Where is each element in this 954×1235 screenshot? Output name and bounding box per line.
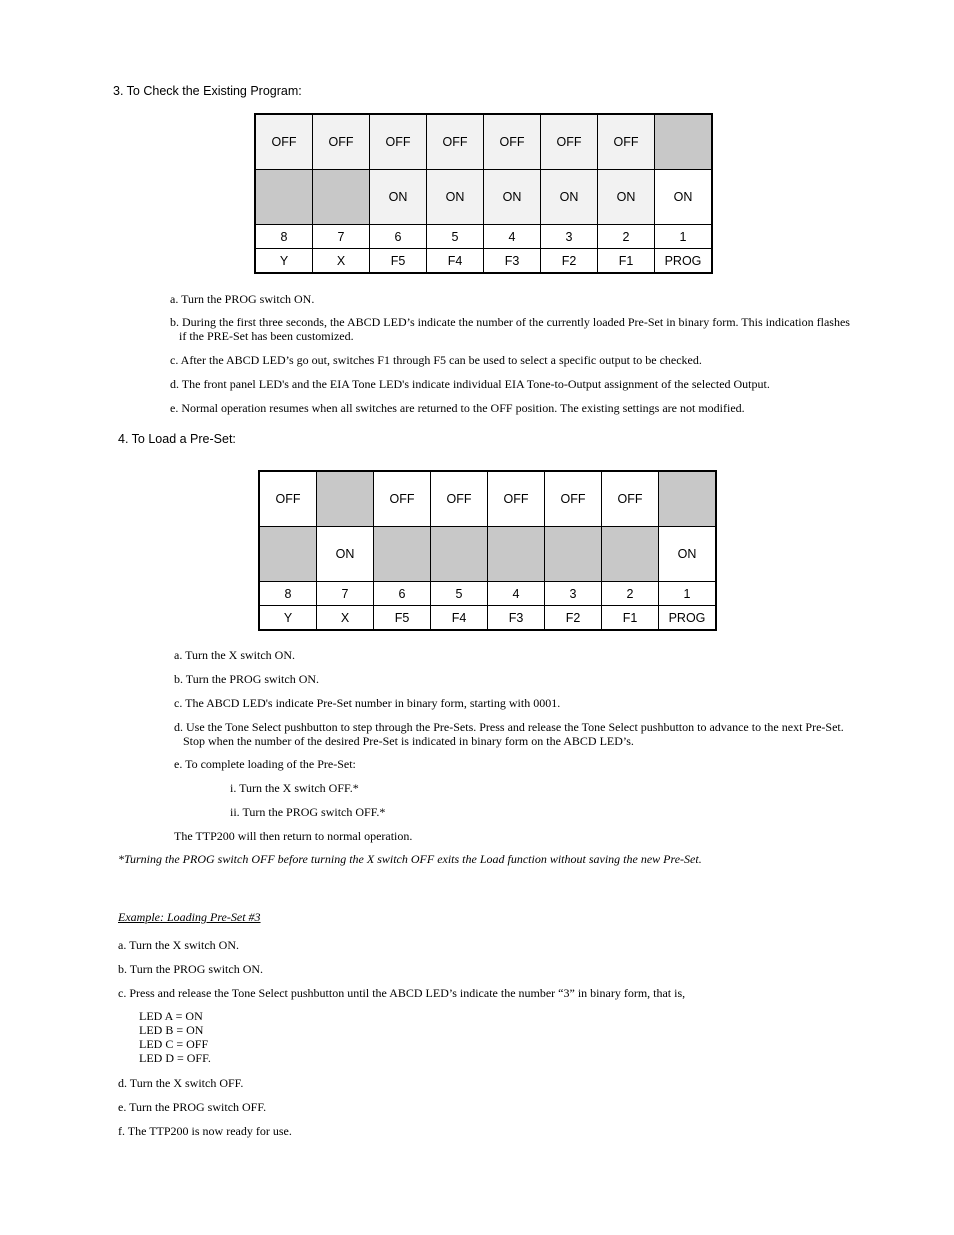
switch-number-row — [255, 225, 712, 249]
load-step-d: d. Use the Tone Select pushbutton to step through the Pre-Sets. Press and release the Tone Select pushbutton to advance to the next Pre-Set. Stop when the number of the desired Pre-Set is indicated in binary form on the ABCD LED’s. — [174, 720, 844, 748]
switch-6-on-cell: ON — [370, 170, 427, 225]
switch-name: Y — [259, 606, 317, 631]
load-substep-ii: ii. Turn the PROG switch OFF.* — [230, 805, 386, 819]
switch-4-off-cell: OFF — [484, 114, 541, 170]
load-preset-switch-table — [258, 470, 717, 631]
switch-name: F3 — [488, 606, 545, 631]
switch-5-on-cell — [431, 527, 488, 582]
example-step-d: d. Turn the X switch OFF. — [118, 1076, 244, 1090]
switch-name: F5 — [370, 249, 427, 274]
example-step-c: c. Press and release the Tone Select pushbutton until the ABCD LED’s indicate the number “3” in binary form, that is, — [118, 986, 686, 1000]
load-step-e: e. To complete loading of the Pre-Set: — [174, 757, 356, 771]
switch-number: 7 — [313, 225, 370, 249]
switch-7-off-cell — [317, 471, 374, 527]
switch-name: Y — [255, 249, 313, 274]
switch-2-on-cell: ON — [598, 170, 655, 225]
switch-on-row — [259, 527, 716, 582]
switch-7-on-cell — [313, 170, 370, 225]
led-b-state: LED B = ON — [139, 1023, 204, 1037]
switch-5-off-cell: OFF — [431, 471, 488, 527]
switch-off-row — [255, 114, 712, 170]
switch-off-row — [259, 471, 716, 527]
example-step-b: b. Turn the PROG switch ON. — [118, 962, 264, 976]
switch-3-off-cell: OFF — [541, 114, 598, 170]
switch-5-on-cell: ON — [427, 170, 484, 225]
switch-name: F4 — [427, 249, 484, 274]
switch-7-on-cell: ON — [317, 527, 374, 582]
switch-name: PROG — [655, 249, 713, 274]
switch-name: F1 — [602, 606, 659, 631]
switch-7-off-cell: OFF — [313, 114, 370, 170]
switch-2-on-cell — [602, 527, 659, 582]
switch-name: PROG — [659, 606, 717, 631]
switch-8-off-cell: OFF — [259, 471, 317, 527]
switch-number: 6 — [370, 225, 427, 249]
switch-1-on-cell: ON — [655, 170, 713, 225]
switch-name: F4 — [431, 606, 488, 631]
switch-6-off-cell: OFF — [370, 114, 427, 170]
switch-name: F1 — [598, 249, 655, 274]
switch-number: 8 — [259, 582, 317, 606]
load-step-b: b. Turn the PROG switch ON. — [174, 672, 320, 686]
switch-2-off-cell: OFF — [602, 471, 659, 527]
switch-number: 7 — [317, 582, 374, 606]
switch-number: 3 — [541, 225, 598, 249]
switch-name: F3 — [484, 249, 541, 274]
load-step-a: a. Turn the X switch ON. — [174, 648, 296, 662]
switch-on-row — [255, 170, 712, 225]
section4-heading: 4. To Load a Pre-Set: — [118, 432, 236, 446]
load-footnote: *Turning the PROG switch OFF before turning the X switch OFF exits the Load function without saving the new Pre-Set. — [118, 852, 702, 866]
switch-3-on-cell — [545, 527, 602, 582]
switch-name: F2 — [545, 606, 602, 631]
led-c-state: LED C = OFF — [139, 1037, 209, 1051]
switch-6-off-cell: OFF — [374, 471, 431, 527]
switch-number: 4 — [488, 582, 545, 606]
check-step-c: c. After the ABCD LED’s go out, switches F1 through F5 can be used to select a specific output to be checked. — [170, 353, 702, 367]
switch-number: 2 — [602, 582, 659, 606]
switch-number: 8 — [255, 225, 313, 249]
load-closing-text: The TTP200 will then return to normal operation. — [174, 829, 413, 843]
switch-4-on-cell — [488, 527, 545, 582]
switch-name-row — [259, 606, 716, 631]
switch-name: X — [313, 249, 370, 274]
led-state-list — [139, 1009, 211, 1065]
switch-3-off-cell: OFF — [545, 471, 602, 527]
led-a-state: LED A = ON — [139, 1009, 203, 1023]
switch-name: F2 — [541, 249, 598, 274]
check-step-e: e. Normal operation resumes when all switches are returned to the OFF position. The existing settings are not modified. — [170, 401, 745, 415]
switch-name: X — [317, 606, 374, 631]
switch-number: 5 — [431, 582, 488, 606]
switch-number: 2 — [598, 225, 655, 249]
check-program-switch-table — [254, 113, 713, 274]
check-step-d: d. The front panel LED's and the EIA Tone LED's indicate individual EIA Tone-to-Output assignment of the selected Output. — [170, 377, 770, 391]
section3-heading: 3. To Check the Existing Program: — [113, 84, 302, 98]
led-d-state: LED D = OFF. — [139, 1051, 211, 1065]
switch-number: 5 — [427, 225, 484, 249]
check-step-a: a. Turn the PROG switch ON. — [170, 292, 315, 306]
switch-8-on-cell — [255, 170, 313, 225]
example-step-f: f. The TTP200 is now ready for use. — [118, 1124, 292, 1138]
switch-number: 6 — [374, 582, 431, 606]
switch-1-on-cell: ON — [659, 527, 717, 582]
switch-2-off-cell: OFF — [598, 114, 655, 170]
switch-6-on-cell — [374, 527, 431, 582]
switch-name-row — [255, 249, 712, 274]
switch-8-off-cell: OFF — [255, 114, 313, 170]
example-step-e: e. Turn the PROG switch OFF. — [118, 1100, 267, 1114]
switch-name: F5 — [374, 606, 431, 631]
switch-number: 4 — [484, 225, 541, 249]
load-step-c: c. The ABCD LED's indicate Pre-Set number in binary form, starting with 0001. — [174, 696, 561, 710]
switch-number: 1 — [659, 582, 717, 606]
check-step-b: b. During the first three seconds, the ABCD LED’s indicate the number of the currently loaded Pre-Set in binary form. This indication flashes if the PRE-Set has been customized. — [170, 315, 850, 343]
example-step-a: a. Turn the X switch ON. — [118, 938, 240, 952]
switch-8-on-cell — [259, 527, 317, 582]
switch-number: 3 — [545, 582, 602, 606]
switch-number-row — [259, 582, 716, 606]
load-substep-i: i. Turn the X switch OFF.* — [230, 781, 359, 795]
switch-4-on-cell: ON — [484, 170, 541, 225]
switch-3-on-cell: ON — [541, 170, 598, 225]
switch-4-off-cell: OFF — [488, 471, 545, 527]
example-title: Example: Loading Pre-Set #3 — [118, 910, 261, 924]
switch-number: 1 — [655, 225, 713, 249]
switch-1-off-cell — [659, 471, 717, 527]
switch-1-off-cell — [655, 114, 713, 170]
switch-5-off-cell: OFF — [427, 114, 484, 170]
